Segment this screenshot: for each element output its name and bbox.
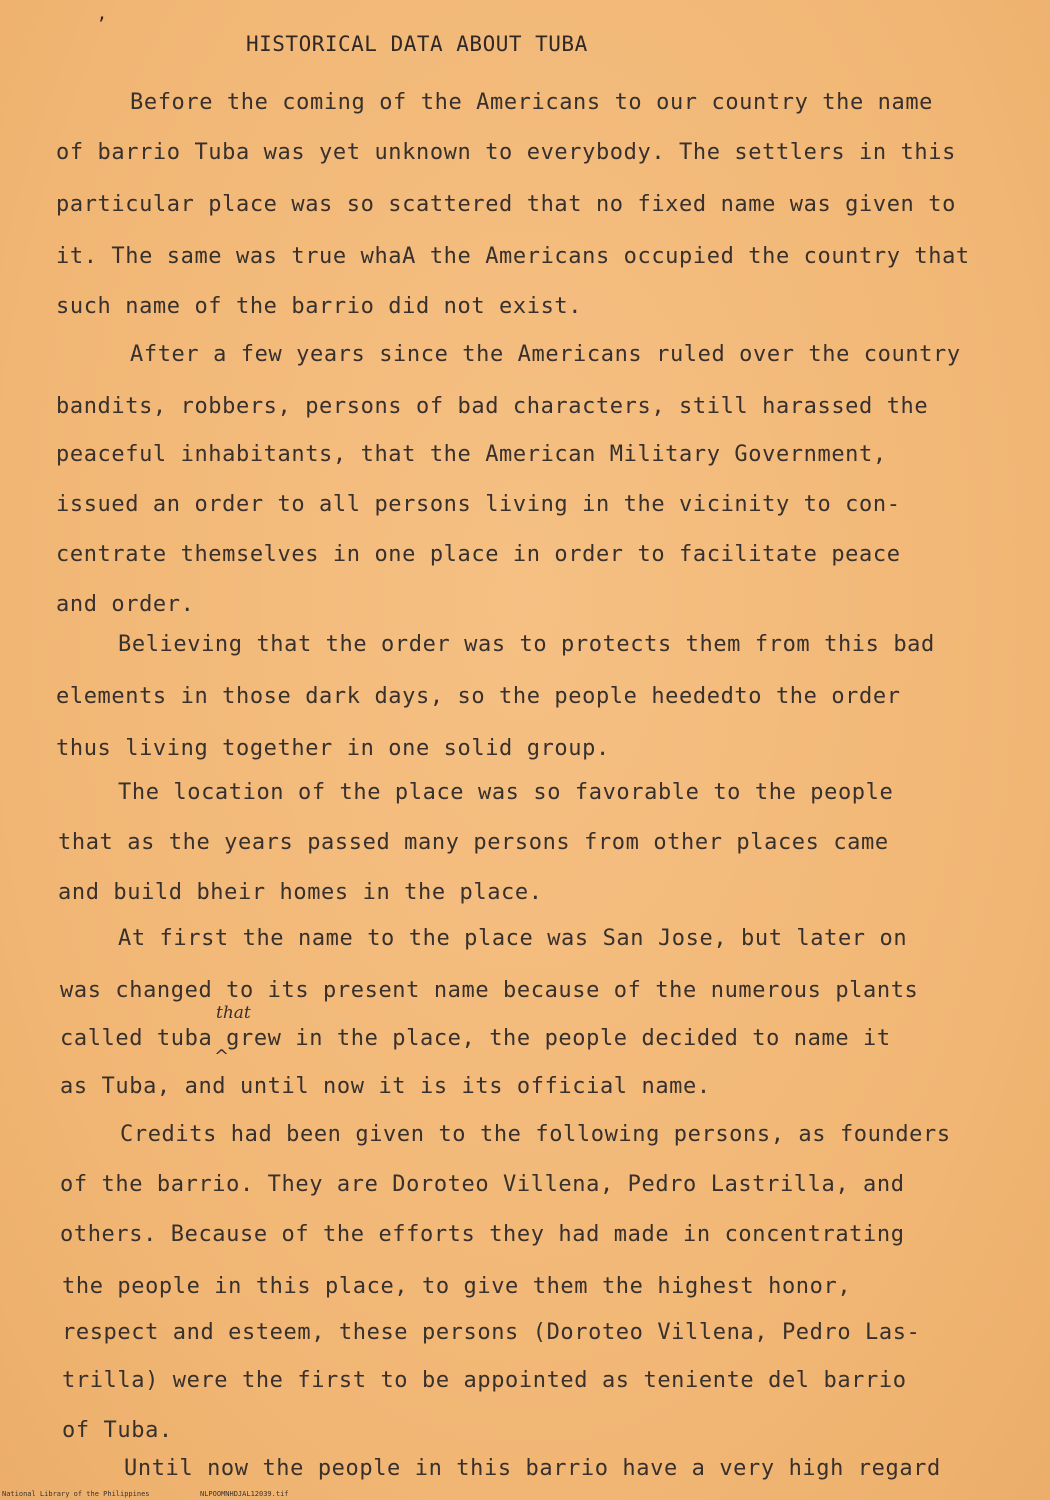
scan-footer [0,1490,1050,1500]
handwritten-insertion: that [216,1003,251,1023]
text-line: Believing that the order was to protects them from this bad [118,632,935,657]
text-line: as Tuba, and until now it is its official name. [60,1074,711,1099]
text-line: Credits had been given to the following persons, as founders [120,1122,951,1147]
text-line: Until now the people in this barrio have a very high regard [124,1456,941,1481]
text-line: The location of the place was so favorable to the people [118,780,894,805]
text-line: At first the name to the place was San Jose, but later on [118,926,908,951]
text-line: peaceful inhabitants, that the American Military Government, [56,442,887,467]
text-line: and build bheir homes in the place. [58,880,543,905]
handwritten-mark: ’ [96,14,107,35]
footer-institution: National Library of the Philippines [2,1490,150,1498]
text-line: called tuba grew in the place, the people decided to name it [60,1026,891,1051]
text-line: centrate themselves in one place in order to facilitate peace [56,542,901,567]
footer-file-name: NLPOOMNHDJAL12039.tif [200,1490,289,1498]
text-line: respect and esteem, these persons (Doroteo Villena, Pedro Las- [62,1320,921,1345]
text-line: bandits, robbers, persons of bad characters, still harassed the [56,394,929,419]
text-line: of Tuba. [62,1418,173,1443]
text-line: trilla) were the first to be appointed as teniente del barrio [62,1368,907,1393]
text-line: others. Because of the efforts they had made in concentrating [60,1222,905,1247]
text-line: particular place was so scattered that no fixed name was given to [56,192,956,217]
text-line: After a few years since the Americans ruled over the country [130,342,961,367]
text-line: was changed to its present name because of the numerous plants [60,978,919,1003]
text-line: such name of the barrio did not exist. [56,294,583,319]
text-line: that as the years passed many persons from other places came [58,830,889,855]
text-line: thus living together in one solid group. [56,736,610,761]
text-line: it. The same was true whaA the Americans occupied the country that [56,244,970,269]
text-line: the people in this place, to give them the highest honor, [62,1274,852,1299]
text-line: of barrio Tuba was yet unknown to everybody. The settlers in this [56,140,956,165]
text-line: of the barrio. They are Doroteo Villena, Pedro Lastrilla, and [60,1172,905,1197]
insertion-caret: ^ [214,1046,230,1067]
page-title: HISTORICAL DATA ABOUT TUBA [246,32,588,56]
text-line: Before the coming of the Americans to our country the name [130,90,934,115]
text-line: elements in those dark days, so the people heededto the order [56,684,901,709]
text-line: and order. [56,592,195,617]
text-line: issued an order to all persons living in the vicinity to con- [56,492,901,517]
